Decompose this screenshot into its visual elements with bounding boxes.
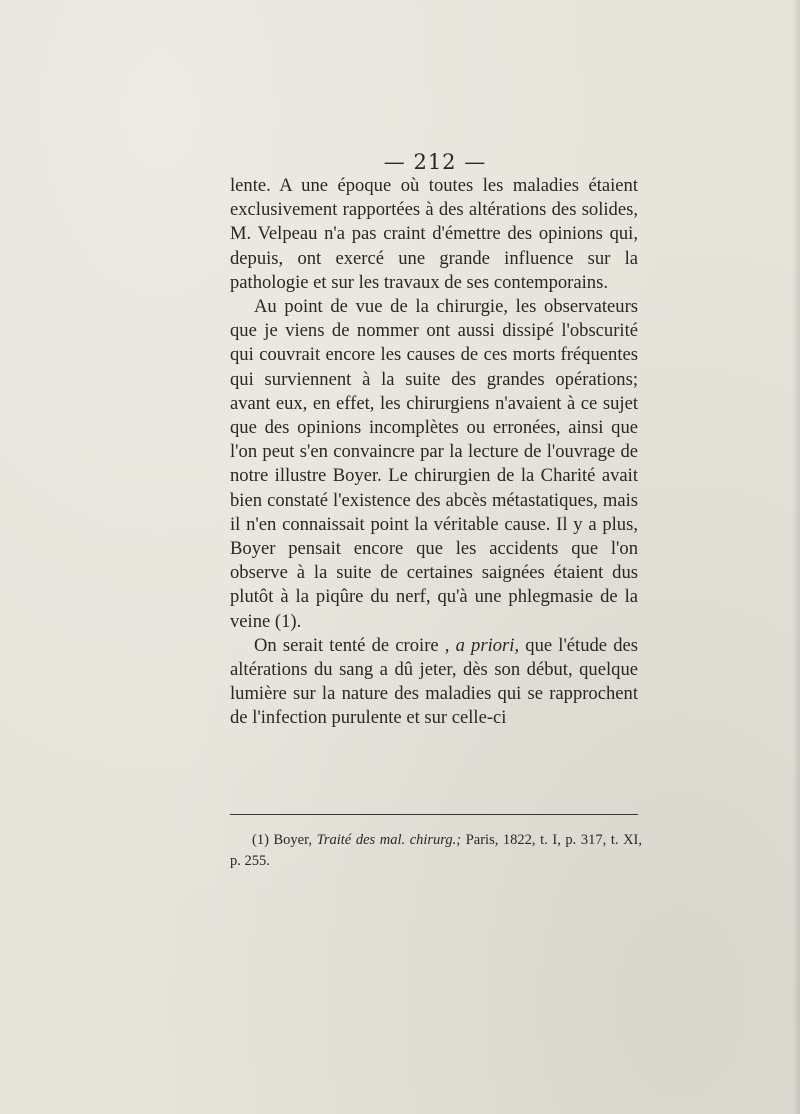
footnote [230, 830, 642, 872]
paragraph-3-end: , que l'étude des altérations du sang a dû jeter, dès son début, quelque lumière sur la nature des maladies qui se rapprochent de l'infection purulente et sur celle-ci [230, 634, 638, 729]
footnote-reference: Paris, 1822, t. I, p. 317, t. XI, p. 255. [230, 832, 643, 869]
footnote-marker: (1) Boyer, [252, 832, 317, 848]
footnote-text [230, 830, 642, 872]
body-text [230, 174, 638, 731]
paragraph-3-italic: a priori [455, 634, 515, 656]
page-edge-shadow [792, 0, 800, 1114]
page-number: — 212 — [383, 150, 487, 174]
footnote-title: Traité des mal. chirurg.; [316, 832, 462, 848]
footnote-rule [230, 814, 638, 815]
paragraph-3 [230, 634, 638, 731]
paragraph-1: lente. A une époque où toutes les maladies étaient exclusivement rapportées à des altérations des solides, M. Velpeau n'a pas craint d'émettre des opinions qui, depuis, ont exercé une grande influence sur la pathologie et sur les travaux de ses contemporains. [230, 175, 638, 293]
paragraph-2: Au point de vue de la chirurgie, les observateurs que je viens de nommer ont aussi dissipé l'obscurité qui couvrait encore les causes de ces morts fréquentes qui surviennent à la suite des grandes opérations; avant eux, en effet, les chirurgiens n'avaient à ce sujet que des opinions incomplètes ou erronées, ainsi que l'on peut s'en convaincre par la lecture de l'ouvrage de notre illustre Boyer. Le chirurgien de la Charité avait bien constaté l'existence des abcès métastatiques, mais il n'en connaissait point la véritable cause. Il y a plus, Boyer pensait encore que les accidents que l'on observe à la suite de certaines saignées étaient dus plutôt à la piqûre du nerf, qu'à une phlegmasie de la veine (1). [230, 296, 638, 632]
paragraph-3-start: On serait tenté de croire , [254, 634, 456, 656]
